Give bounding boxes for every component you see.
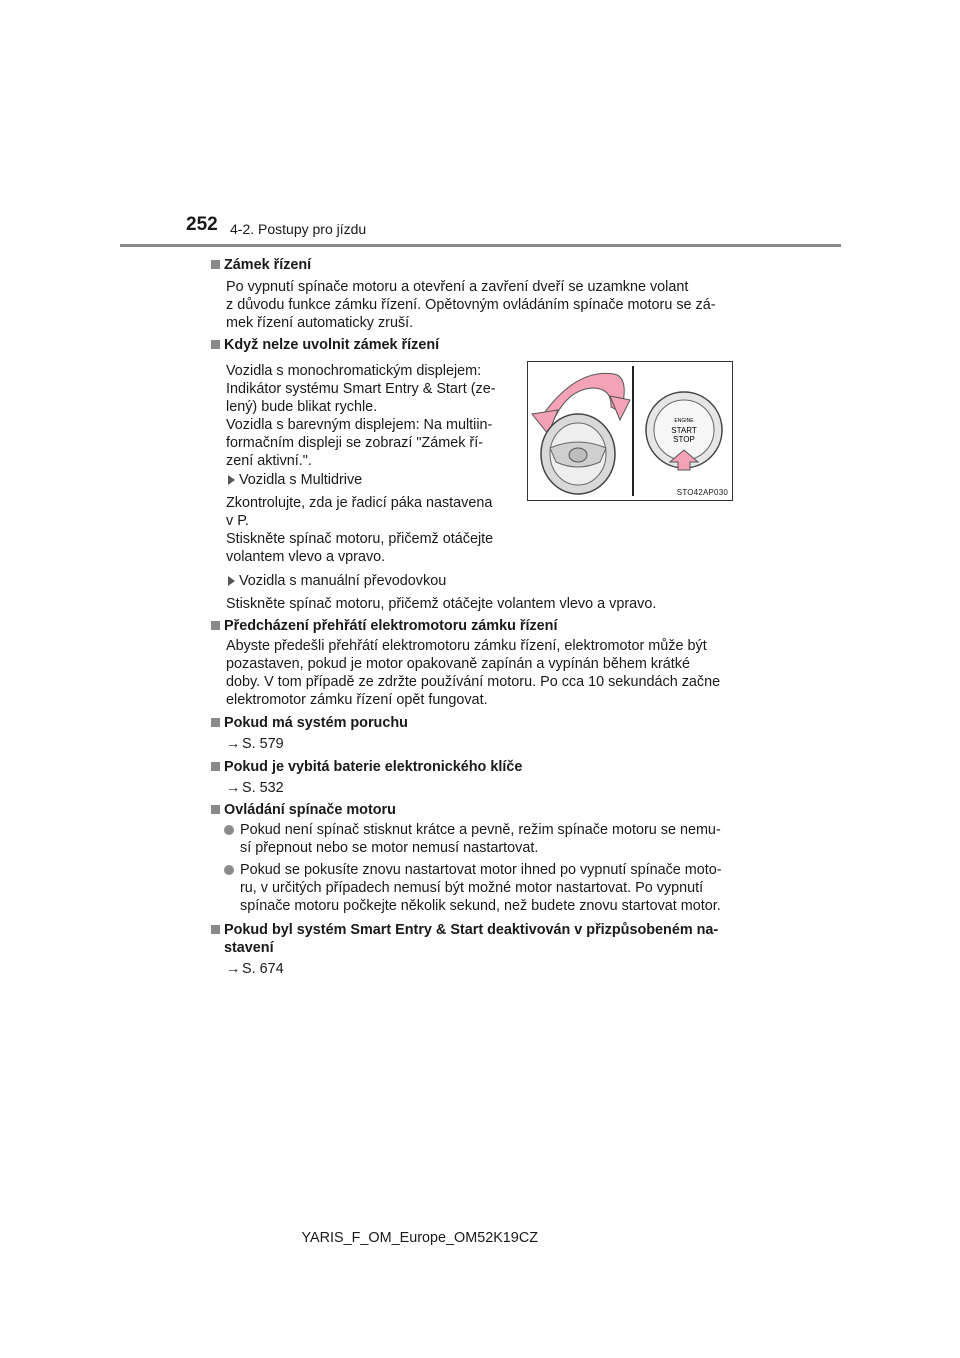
smart-entry-page-ref[interactable]: S. 674 [242,961,284,977]
heading-overheat: Předcházení přehřátí elektromotoru zámku řízení [224,618,558,634]
steering-lock-line-1: Po vypnutí spínače motoru a otevření a zavření dveří se uzamkne volant [226,279,689,295]
figure-code: STO42AP030 [676,488,728,497]
multidrive-text-3: Stiskněte spínač motoru, přičemž otáčejte [226,531,494,547]
circle-bullet-icon [224,825,234,835]
engine-switch-b1-line-2: sí přepnout nebo se motor nemusí nastartovat. [240,840,539,856]
engine-switch-b2-line-2: ru, v určitých případech nemusí být možné motor nastartovat. Po vypnutí [240,880,704,896]
square-bullet-icon [211,718,220,727]
button-label-engine: ENGINE [674,418,694,424]
illustration-svg [528,362,732,500]
document-footer: YARIS_F_OM_Europe_OM52K19CZ [301,1230,538,1246]
overheat-line-4: elektromotor zámku řízení opět fungovat. [226,692,488,708]
page-number: 252 [186,214,218,235]
square-bullet-icon [211,762,220,771]
subheading-multidrive: Vozidla s Multidrive [239,472,363,488]
key-battery-page-ref[interactable]: S. 532 [242,780,284,796]
triangle-bullet-icon [228,576,235,586]
manual-text: Stiskněte spínač motoru, přičemž otáčejte volantem vlevo a vpravo. [226,596,657,612]
square-bullet-icon [211,340,220,349]
square-bullet-icon [211,260,220,269]
lock-release-text-1: Vozidla s monochromatickým displejem: [226,363,482,379]
lock-release-text-3: lený) bude blikat rychle. [226,399,378,415]
illustration-steering-wheel-and-start-button [527,361,733,501]
steering-lock-line-2: z důvodu funkce zámku řízení. Opětovným ovládáním spínače motoru se zá- [226,297,716,313]
heading-engine-switch: Ovládání spínače motoru [224,802,396,818]
engine-switch-b2-line-1: Pokud se pokusíte znovu nastartovat motor ihned po vypnutí spínače moto- [240,862,722,878]
lock-release-text-6: zení aktivní.". [226,453,312,469]
square-bullet-icon [211,621,220,630]
section-title: 4-2. Postupy pro jízdu [230,221,367,237]
heading-lock-release: Když nelze uvolnit zámek řízení [224,337,440,353]
lock-release-text-4: Vozidla s barevným displejem: Na multiin- [226,417,493,433]
button-label-stop: STOP [673,435,695,444]
heading-steering-lock: Zámek řízení [224,257,312,273]
overheat-line-2: pozastaven, pokud je motor opakovaně zapínán a vypínán během krátké [226,656,690,672]
square-bullet-icon [211,805,220,814]
heading-smart-entry-deactivated-1: Pokud byl systém Smart Entry & Start deaktivován v přizpůsobeném na- [224,922,719,938]
multidrive-text-2: v P. [226,513,249,529]
heading-smart-entry-deactivated-2: stavení [224,940,274,956]
heading-key-battery: Pokud je vybitá baterie elektronického klíče [224,759,523,775]
steering-lock-line-3: mek řízení automaticky zruší. [226,315,414,331]
heading-malfunction: Pokud má systém poruchu [224,715,408,731]
arrow-ref-icon: → [226,736,241,752]
overheat-line-1: Abyste předešli přehřátí elektromotoru zámku řízení, elektromotor může být [226,638,707,654]
lock-release-text-2: Indikátor systému Smart Entry & Start (ze- [226,381,496,397]
engine-switch-b1-line-1: Pokud není spínač stisknut krátce a pevně, režim spínače motoru se nemu- [240,822,721,838]
button-label-start: START [671,426,697,435]
malfunction-page-ref[interactable]: S. 579 [242,736,284,752]
subheading-manual: Vozidla s manuální převodovkou [239,573,447,589]
square-bullet-icon [211,925,220,934]
triangle-bullet-icon [228,475,235,485]
multidrive-text-4: volantem vlevo a vpravo. [226,549,386,565]
arrow-ref-icon: → [226,780,241,796]
lock-release-text-5: formačním displeji se zobrazí "Zámek ří- [226,435,484,451]
overheat-line-3: doby. V tom případě ze zdržte používání motoru. Po cca 10 sekundách začne [226,674,721,690]
multidrive-text-1: Zkontrolujte, zda je řadicí páka nastavena [226,495,493,511]
engine-switch-b2-line-3: spínače motoru počkejte několik sekund, než budete znovu startovat motor. [240,898,721,914]
circle-bullet-icon [224,865,234,875]
arrow-ref-icon: → [226,961,241,977]
